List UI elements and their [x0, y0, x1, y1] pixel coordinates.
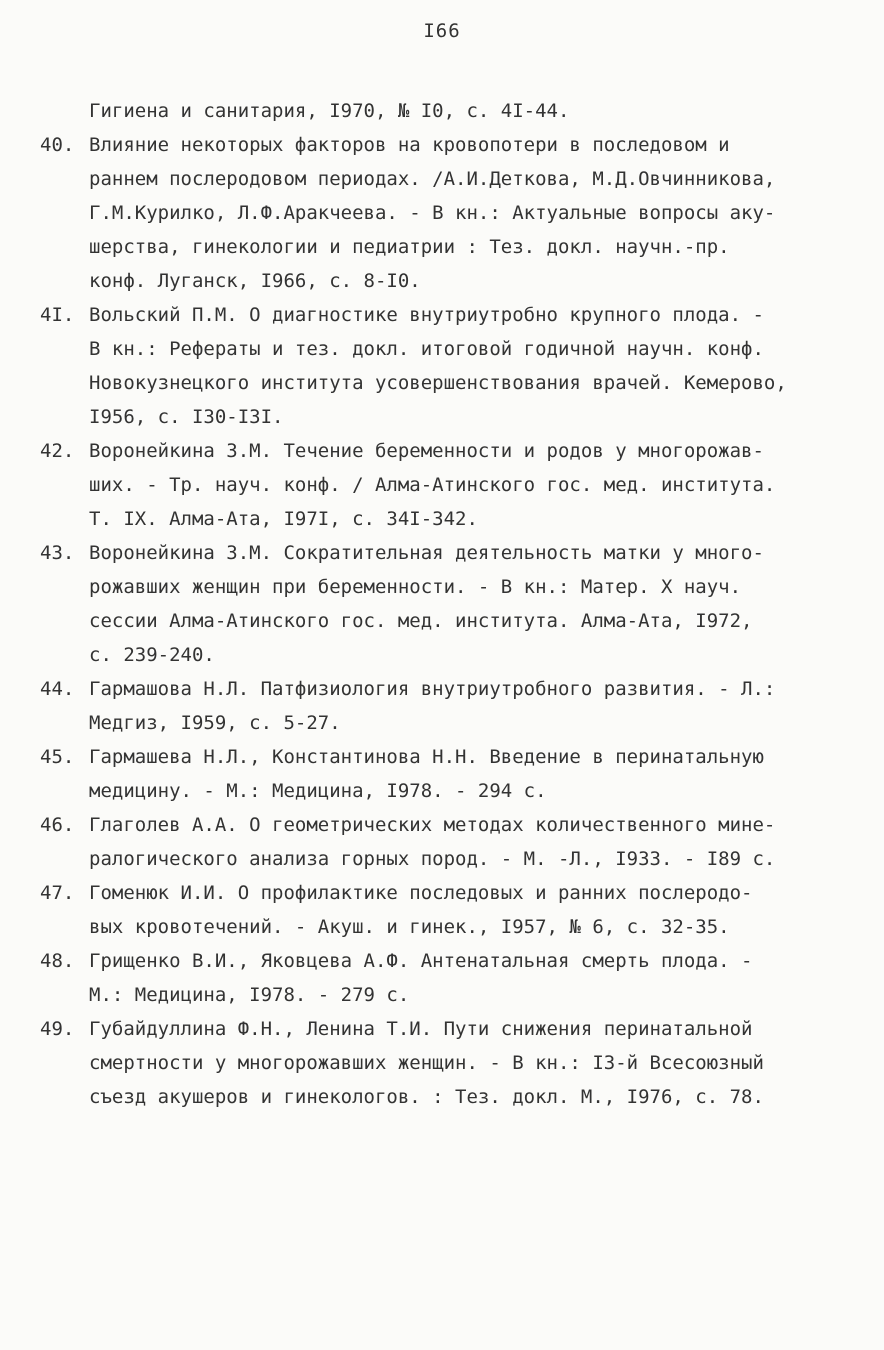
reference-number: 48. — [40, 950, 75, 972]
reference-entry — [40, 672, 850, 740]
reference-line: Гармашева Н.Л., Константинова Н.Н. Введение в перинатальную — [89, 746, 764, 768]
reference-entry — [40, 808, 850, 876]
reference-entry — [40, 876, 850, 944]
reference-number: 49. — [40, 1018, 75, 1040]
reference-line: I956, с. I30-I3I. — [89, 406, 284, 428]
reference-entry — [40, 298, 850, 434]
reference-text — [89, 808, 850, 876]
reference-number: 47. — [40, 882, 75, 904]
reference-entry — [40, 944, 850, 1012]
reference-line: В кн.: Рефераты и тез. докл. итоговой годичной научн. конф. — [89, 338, 764, 360]
reference-line: раннем послеродовом периодах. /А.И.Деткова, М.Д.Овчинникова, — [89, 168, 776, 190]
reference-entry — [40, 740, 850, 808]
reference-line: Т. IX. Алма-Ата, I97I, с. 34I-342. — [89, 508, 478, 530]
reference-line: Г.М.Курилко, Л.Ф.Аракчеева. - В кн.: Актуальные вопросы аку- — [89, 202, 776, 224]
reference-line: Вольский П.М. О диагностике внутриутробно крупного плода. - — [89, 304, 764, 326]
reference-number: 46. — [40, 814, 75, 836]
reference-number: 43. — [40, 542, 75, 564]
reference-line: ралогического анализа горных пород. - М. -Л., I933. - I89 с. — [89, 848, 776, 870]
page-number: I66 — [423, 20, 461, 42]
reference-line: Глаголев А.А. О геометрических методах количественного мине- — [89, 814, 776, 836]
reference-text — [89, 1012, 850, 1114]
continuation-line: Гигиена и санитария, I970, № I0, с. 4I-44. — [89, 100, 570, 122]
reference-text — [89, 434, 850, 536]
reference-number: 40. — [40, 134, 75, 156]
reference-line: М.: Медицина, I978. - 279 с. — [89, 984, 410, 1006]
reference-entry — [40, 1012, 850, 1114]
reference-line: вых кровотечений. - Акуш. и гинек., I957, № 6, с. 32-35. — [89, 916, 730, 938]
reference-line: с. 239-240. — [89, 644, 215, 666]
reference-line: Губайдуллина Ф.Н., Ленина Т.И. Пути снижения перинатальной — [89, 1018, 753, 1040]
reference-line: медицину. - М.: Медицина, I978. - 294 с. — [89, 780, 547, 802]
reference-line: Воронейкина З.М. Течение беременности и родов у многорожав- — [89, 440, 764, 462]
reference-line: Новокузнецкого института усовершенствования врачей. Кемерово, — [89, 372, 787, 394]
reference-text — [89, 298, 850, 434]
reference-entry — [40, 536, 850, 672]
reference-line: конф. Луганск, I966, с. 8-I0. — [89, 270, 421, 292]
reference-line: шерства, гинекологии и педиатрии : Тез. докл. научн.-пр. — [89, 236, 730, 258]
reference-number: 4I. — [40, 304, 75, 326]
reference-text — [89, 672, 850, 740]
reference-line: Медгиз, I959, с. 5-27. — [89, 712, 341, 734]
reference-number: 42. — [40, 440, 75, 462]
reference-line: смертности у многорожавших женщин. - В кн.: I3-й Всесоюзный — [89, 1052, 764, 1074]
reference-text — [89, 128, 850, 298]
reference-list — [40, 94, 850, 1114]
entries-container — [40, 128, 850, 1114]
reference-line: съезд акушеров и гинекологов. : Тез. докл. М., I976, с. 78. — [89, 1086, 764, 1108]
reference-line: ших. - Тр. науч. конф. / Алма-Атинского гос. мед. института. — [89, 474, 776, 496]
reference-number: 45. — [40, 746, 75, 768]
reference-line: сессии Алма-Атинского гос. мед. института. Алма-Ата, I972, — [89, 610, 753, 632]
reference-line: Грищенко В.И., Яковцева А.Ф. Антенатальная смерть плода. - — [89, 950, 753, 972]
reference-entry — [40, 128, 850, 298]
reference-line: Воронейкина З.М. Сократительная деятельность матки у много- — [89, 542, 764, 564]
reference-line: рожавших женщин при беременности. - В кн.: Матер. Х науч. — [89, 576, 742, 598]
reference-text — [89, 944, 850, 1012]
reference-line: Влияние некоторых факторов на кровопотери в последовом и — [89, 134, 730, 156]
reference-number: 44. — [40, 678, 75, 700]
reference-line: Гармашова Н.Л. Патфизиология внутриутробного развития. - Л.: — [89, 678, 776, 700]
reference-entry — [40, 434, 850, 536]
reference-text — [89, 536, 850, 672]
reference-text — [89, 876, 850, 944]
reference-line: Гоменюк И.И. О профилактике последовых и ранних послеродо- — [89, 882, 753, 904]
reference-text — [89, 740, 850, 808]
